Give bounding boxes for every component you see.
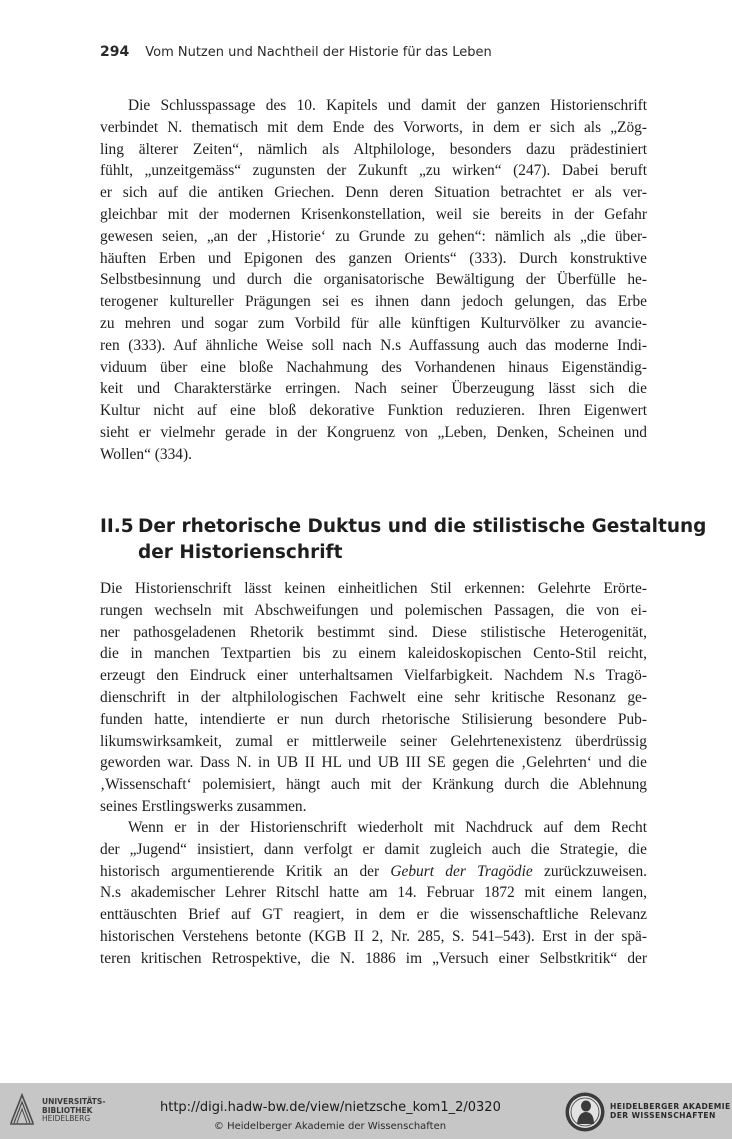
text-line: historischen Verstehens betonte (KGB II 2, Nr. 285, S. 541–543). Erst in der spä-: [100, 927, 647, 945]
academy-seal-icon: [564, 1091, 606, 1133]
text-line: ner pathosgeladenen Rhetorik bestimmt sind. Diese stilistische Heterogenität,: [100, 623, 647, 641]
text-line: teren kritischen Retrospektive, die N. 1886 im „Versuch einer Selbstkritik“ der: [100, 949, 647, 967]
digitization-footer: [0, 1083, 732, 1139]
source-url-link[interactable]: http://digi.hadw-bw.de/view/nietzsche_kom1_2/0320: [160, 1100, 501, 1115]
running-title: Vom Nutzen und Nachtheil der Historie für das Leben: [145, 45, 492, 60]
library-name: UNIVERSITÄTS- BIBLIOTHEK HEIDELBERG: [42, 1097, 106, 1124]
page-number: 294: [100, 44, 130, 60]
section-title-line: Der rhetorische Duktus und die stilistische Gestaltung: [138, 516, 707, 537]
text-line: [100, 861, 647, 883]
text-line: fühlt, „unzeitgemäss“ zugunsten der Zukunft „zu wirken“ (247). Dabei beruft: [100, 162, 647, 180]
text-line: likumswirksamkeit, zumal er mittlerweile seiner Gelehrtenexistenz überdrüssig: [100, 732, 647, 750]
book-title: Geburt der Tragödie: [390, 862, 533, 880]
text-line: Die Schlusspassage des 10. Kapitels und damit der ganzen Historienschrift: [128, 97, 647, 114]
text-line: er sich auf die antiken Griechen. Denn deren Situation betrachtet er als ver-: [100, 184, 647, 202]
text-line: seines Erstlingswerks zusammen.: [100, 797, 307, 815]
text-line: rungen wechseln mit Abschweifungen und polemischen Passagen, die von ei-: [100, 601, 647, 619]
text-line: häuften Erben und Epigonen des ganzen Orients“ (333). Durch konstruktive: [100, 249, 647, 267]
text-line: N.s akademischer Lehrer Ritschl hatte am 14. Februar 1872 mit einem langen,: [100, 884, 647, 902]
text-line: Wenn er in der Historienschrift wiederholt mit Nachdruck auf dem Recht: [128, 819, 647, 836]
text-line: Kultur nicht auf eine bloß dekorative Funktion reduzieren. Ihren Eigenwert: [100, 402, 647, 420]
text-line: Die Historienschrift lässt keinen einheitlichen Stil erkennen: Gelehrte Erörte-: [100, 580, 647, 597]
text-line: zu mehren und sogar zum Vorbild für alle künftigen Kulturvölker zu avancie-: [100, 314, 647, 332]
text-line: erzeugt den Eindruck einer unterhaltsamen Vielfarbigkeit. Nachdem N.s Tragö-: [100, 667, 647, 685]
text-line: geworden war. Dass N. in UB II HL und UB III SE gegen die ‚Gelehrten‘ und die: [100, 754, 647, 772]
paragraph-3: [100, 817, 647, 970]
academy-name: HEIDELBERGER AKADEMIE DER WISSENSCHAFTEN: [610, 1102, 731, 1120]
paragraph-2: [100, 578, 647, 818]
text-line: der „Jugend“ insistiert, dann verfolgt er damit zugleich auch die Strategie, die: [100, 840, 647, 858]
text-line: Wollen“ (334).: [100, 445, 192, 463]
text-line: ‚Wissenschaft‘ polemisiert, hängt auch mit der Kränkung durch die Ablehnung: [100, 776, 647, 794]
text-line: gewesen seien, „an der ‚Historie‘ zu Grunde zu gehen“: nämlich als „die über-: [100, 227, 647, 245]
library-logo-icon: [8, 1092, 36, 1126]
text-line: funden hatte, intendierte er nun durch rhetorische Stilisierung besondere Pub-: [100, 710, 647, 728]
text-line: keit und Charakterstärke erringen. Nach seiner Überzeugung lässt sich die: [100, 380, 647, 398]
text-line: enttäuschten Brief auf GT reagiert, in dem er die wissenschaftliche Relevanz: [100, 906, 647, 924]
section-number: II.5: [100, 516, 134, 537]
text-line: dienschrift in der altphilologischen Fachwelt eine sehr kritische Resonanz ge-: [100, 688, 647, 706]
text-line: verbindet N. thematisch mit dem Ende des Vorworts, in dem er sich als „Zög-: [100, 118, 647, 136]
text-line: gleichbar mit der modernen Krisenkonstellation, weil sie bereits in der Gefahr: [100, 205, 647, 223]
section-title-line: der Historienschrift: [138, 542, 343, 563]
text-segment: zurückzuweisen.: [532, 862, 648, 880]
text-line: terogener kultureller Prägungen sei es ihnen dann jedoch gelungen, das Erbe: [100, 293, 647, 311]
text-line: viduum über eine bloße Nachahmung des Vorhandenen hinaus Eigenständig-: [100, 358, 647, 376]
text-line: sieht er vielmehr gerade in der Kongruenz von „Leben, Denken, Scheinen und: [100, 423, 647, 441]
paragraph-1: [100, 95, 647, 466]
text-line: ling älterer Zeiten“, nämlich als Altphilologe, besonders dazu prädestiniert: [100, 140, 647, 158]
text-line: die in manchen Textpartien bis zu einem kaleidoskopischen Cento-Stil reicht,: [100, 645, 647, 663]
text-line: Selbstbesinnung und durch die organisatorische Bewältigung der Überfülle he-: [100, 271, 647, 289]
text-segment: historisch argumentierende Kritik an der: [100, 862, 391, 880]
text-line: ren (333). Auf ähnliche Weise soll nach N.s Auffassung auch das moderne Indi-: [100, 336, 647, 354]
copyright-notice: © Heidelberger Akademie der Wissenschaften: [213, 1121, 447, 1132]
running-head: [100, 44, 660, 60]
